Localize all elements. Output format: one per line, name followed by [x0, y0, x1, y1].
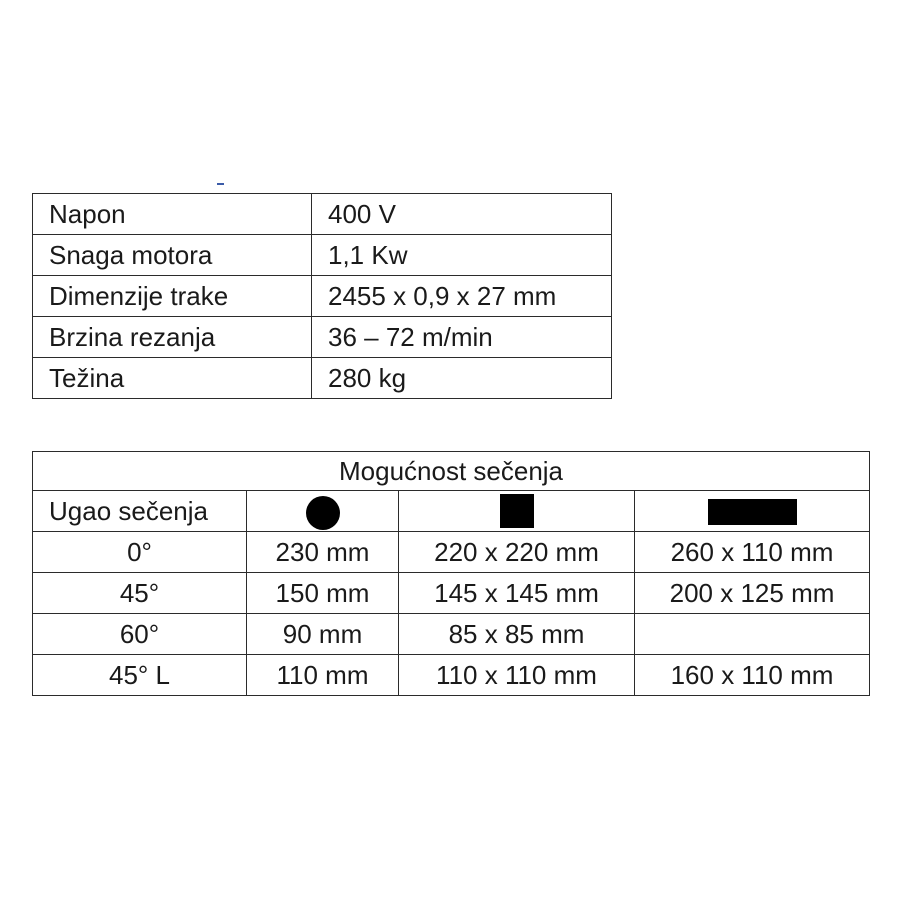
rectangle-profile-header: [635, 491, 870, 532]
table-row: [33, 358, 612, 399]
table-row: [33, 276, 612, 317]
angle-column-header: Ugao sečenja: [33, 491, 247, 532]
round-profile-icon: [306, 496, 340, 530]
table-row: [33, 317, 612, 358]
rectangle-capacity-cell: 160 x 110 mm: [635, 655, 870, 696]
spec-value: 2455 x 0,9 x 27 mm: [312, 276, 612, 317]
spec-value: 400 V: [312, 194, 612, 235]
rectangle-capacity-cell: 200 x 125 mm: [635, 573, 870, 614]
angle-cell: 60°: [33, 614, 247, 655]
spec-label: Težina: [33, 358, 312, 399]
spec-label: Brzina rezanja: [33, 317, 312, 358]
round-capacity-cell: 150 mm: [247, 573, 399, 614]
round-capacity-cell: 90 mm: [247, 614, 399, 655]
cutting-table-title: Mogućnost sečenja: [33, 452, 870, 491]
rectangle-capacity-cell: 260 x 110 mm: [635, 532, 870, 573]
square-capacity-cell: 220 x 220 mm: [399, 532, 635, 573]
angle-cell: 45° L: [33, 655, 247, 696]
square-capacity-cell: 85 x 85 mm: [399, 614, 635, 655]
cutting-capacity-table: [32, 451, 870, 696]
square-profile-icon: [500, 494, 534, 528]
table-row: [33, 235, 612, 276]
table-row: [33, 194, 612, 235]
table-row: [33, 532, 870, 573]
round-profile-header: [247, 491, 399, 532]
spec-value: 1,1 Kw: [312, 235, 612, 276]
table-row: [33, 573, 870, 614]
spec-value: 280 kg: [312, 358, 612, 399]
angle-cell: 45°: [33, 573, 247, 614]
round-capacity-cell: 230 mm: [247, 532, 399, 573]
round-capacity-cell: 110 mm: [247, 655, 399, 696]
rectangle-capacity-cell: [635, 614, 870, 655]
decorative-tick-mark: [217, 183, 224, 185]
table-header-row: [33, 491, 870, 532]
table-row: [33, 614, 870, 655]
table-title-row: [33, 452, 870, 491]
angle-cell: 0°: [33, 532, 247, 573]
spec-label: Dimenzije trake: [33, 276, 312, 317]
square-profile-header: [399, 491, 635, 532]
square-capacity-cell: 145 x 145 mm: [399, 573, 635, 614]
square-capacity-cell: 110 x 110 mm: [399, 655, 635, 696]
rectangle-profile-icon: [708, 499, 797, 525]
specifications-table: [32, 193, 612, 399]
spec-label: Snaga motora: [33, 235, 312, 276]
spec-label: Napon: [33, 194, 312, 235]
spec-value: 36 – 72 m/min: [312, 317, 612, 358]
table-row: [33, 655, 870, 696]
